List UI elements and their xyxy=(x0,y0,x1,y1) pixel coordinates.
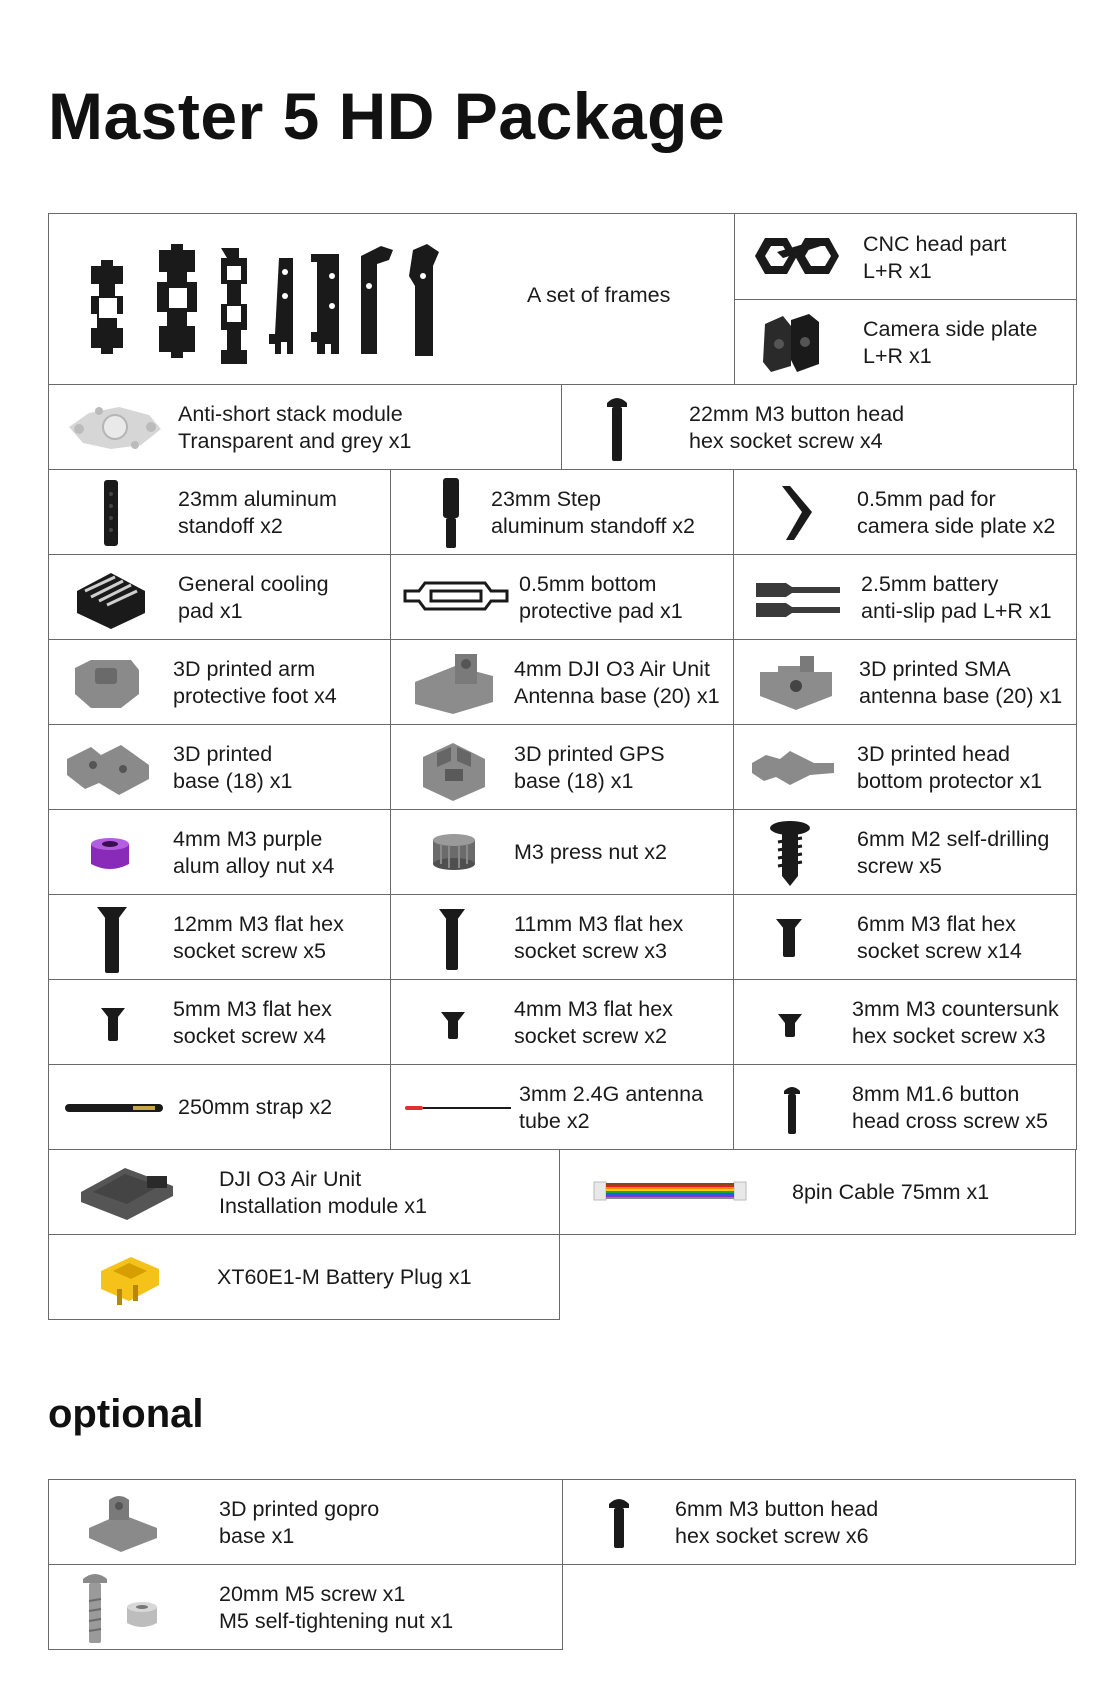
item-m2-screw xyxy=(733,809,1077,895)
arm-foot-icon xyxy=(69,652,143,714)
frames-icon xyxy=(77,236,457,366)
item-screw-6mm-button xyxy=(562,1479,1076,1565)
cooling-pad-label: General cooling pad x1 xyxy=(178,572,329,623)
item-strap xyxy=(48,1064,391,1150)
m5-screw-label: 20mm M5 screw x1 M5 self-tightening nut x1 xyxy=(219,1582,454,1633)
item-frames xyxy=(48,213,735,385)
screw-5mm-label: 5mm M3 flat hex socket screw x4 xyxy=(173,997,332,1048)
item-anti-short xyxy=(48,384,562,470)
item-base-18 xyxy=(48,724,391,810)
sma-antenna-icon xyxy=(756,650,836,714)
flat-screw-6mm-icon xyxy=(774,915,804,961)
item-xt60 xyxy=(48,1234,560,1320)
anti-short-label: Anti-short stack module Transparent and grey x1 xyxy=(178,402,412,453)
item-sma-antenna xyxy=(733,639,1077,725)
battery-pad-icon xyxy=(752,573,844,623)
press-nut-label: M3 press nut x2 xyxy=(514,840,667,864)
antenna-tube-label: 3mm 2.4G antenna tube x2 xyxy=(519,1082,704,1133)
item-gps-base xyxy=(390,724,734,810)
purple-nut-icon xyxy=(85,834,135,874)
flat-screw-11mm-icon xyxy=(437,905,467,973)
anti-short-icon xyxy=(59,397,169,459)
button-screw-icon xyxy=(602,393,632,465)
m5-screw-icon xyxy=(77,1571,167,1645)
item-battery-pad xyxy=(733,554,1077,640)
step-standoff-icon xyxy=(439,478,463,548)
optional-title: optional xyxy=(48,1392,204,1436)
gopro-base-icon xyxy=(83,1490,163,1556)
cable-label: 8pin Cable 75mm x1 xyxy=(792,1180,990,1204)
cooling-pad-icon xyxy=(71,565,151,631)
step-standoff-label: 23mm Step aluminum standoff x2 xyxy=(491,487,695,538)
strap-label: 250mm strap x2 xyxy=(178,1095,333,1119)
screw-3mm-label: 3mm M3 countersunk hex socket screw x3 xyxy=(852,997,1059,1048)
battery-pad-label: 2.5mm battery anti-slip pad L+R x1 xyxy=(861,572,1052,623)
standoff-23-label: 23mm aluminum standoff x2 xyxy=(178,487,337,538)
pad-camera-label: 0.5mm pad for camera side plate x2 xyxy=(857,487,1056,538)
m2-screw-label: 6mm M2 self-drilling screw x5 xyxy=(857,827,1050,878)
item-camera-plate xyxy=(734,299,1077,385)
cnc-head-label: CNC head part L+R x1 xyxy=(863,232,1007,283)
item-screw-4mm xyxy=(390,979,734,1065)
dji-module-label: DJI O3 Air Unit Installation module x1 xyxy=(219,1167,427,1218)
countersunk-screw-icon xyxy=(776,1010,804,1040)
dji-module-icon xyxy=(77,1162,177,1224)
item-arm-foot xyxy=(48,639,391,725)
item-screw-3mm xyxy=(733,979,1077,1065)
item-m5-screw xyxy=(48,1564,563,1650)
cross-screw-icon xyxy=(782,1083,802,1135)
purple-nut-label: 4mm M3 purple alum alloy nut x4 xyxy=(173,827,335,878)
item-cooling-pad xyxy=(48,554,391,640)
cnc-head-icon xyxy=(747,226,847,288)
screw-6mm-label: 6mm M3 flat hex socket screw x14 xyxy=(857,912,1022,963)
item-screw-5mm xyxy=(48,979,391,1065)
gps-base-icon xyxy=(417,733,491,803)
camera-plate-icon xyxy=(757,310,837,376)
item-press-nut xyxy=(390,809,734,895)
bottom-pad-label: 0.5mm bottom protective pad x1 xyxy=(519,572,683,623)
item-head-protector xyxy=(733,724,1077,810)
item-step-standoff xyxy=(390,469,734,555)
sma-antenna-label: 3D printed SMA antenna base (20) x1 xyxy=(859,657,1063,708)
item-screw-6mm xyxy=(733,894,1077,980)
item-dji-antenna xyxy=(390,639,734,725)
cable-icon xyxy=(592,1176,748,1206)
xt60-label: XT60E1-M Battery Plug x1 xyxy=(217,1265,472,1289)
screw-12mm-label: 12mm M3 flat hex socket screw x5 xyxy=(173,912,344,963)
item-screw-11mm xyxy=(390,894,734,980)
base-18-icon xyxy=(63,735,155,801)
screw-22mm-label: 22mm M3 button head hex socket screw x4 xyxy=(689,402,905,453)
screw-6mm-button-label: 6mm M3 button head hex socket screw x6 xyxy=(675,1497,879,1548)
item-cnc-head xyxy=(734,213,1077,300)
item-screw-12mm xyxy=(48,894,391,980)
page-title: Master 5 HD Package xyxy=(48,79,726,153)
item-gopro-base xyxy=(48,1479,563,1565)
camera-plate-label: Camera side plate L+R x1 xyxy=(863,317,1038,368)
pad-camera-icon xyxy=(774,482,818,544)
strap-icon xyxy=(63,1101,165,1115)
base-18-label: 3D printed base (18) x1 xyxy=(173,742,293,793)
bottom-pad-icon xyxy=(401,577,511,617)
item-cable xyxy=(559,1149,1076,1235)
standoff-icon xyxy=(101,480,121,546)
arm-foot-label: 3D printed arm protective foot x4 xyxy=(173,657,337,708)
button-screw-6mm-icon xyxy=(605,1494,633,1552)
gopro-base-label: 3D printed gopro base x1 xyxy=(219,1497,380,1548)
frames-label: A set of frames xyxy=(527,283,671,307)
screw-4mm-label: 4mm M3 flat hex socket screw x2 xyxy=(514,997,673,1048)
head-protector-icon xyxy=(748,743,840,793)
item-dji-module xyxy=(48,1149,560,1235)
m16-screw-label: 8mm M1.6 button head cross screw x5 xyxy=(852,1082,1048,1133)
gps-base-label: 3D printed GPS base (18) x1 xyxy=(514,742,665,793)
item-bottom-pad xyxy=(390,554,734,640)
item-standoff-23 xyxy=(48,469,391,555)
screw-11mm-label: 11mm M3 flat hex socket screw x3 xyxy=(514,912,684,963)
item-m16-screw xyxy=(733,1064,1077,1150)
self-drilling-screw-icon xyxy=(768,820,812,888)
press-nut-icon xyxy=(427,832,481,874)
flat-screw-4mm-icon xyxy=(439,1008,467,1042)
item-purple-nut xyxy=(48,809,391,895)
item-screw-22mm xyxy=(561,384,1074,470)
item-pad-camera xyxy=(733,469,1077,555)
xt60-plug-icon xyxy=(95,1249,165,1309)
dji-antenna-label: 4mm DJI O3 Air Unit Antenna base (20) x1 xyxy=(514,657,720,708)
dji-antenna-icon xyxy=(411,650,499,716)
item-antenna-tube xyxy=(390,1064,734,1150)
flat-screw-5mm-icon xyxy=(99,1004,127,1044)
head-protector-label: 3D printed head bottom protector x1 xyxy=(857,742,1043,793)
antenna-tube-icon xyxy=(403,1103,513,1113)
flat-screw-12mm-icon xyxy=(95,903,129,975)
